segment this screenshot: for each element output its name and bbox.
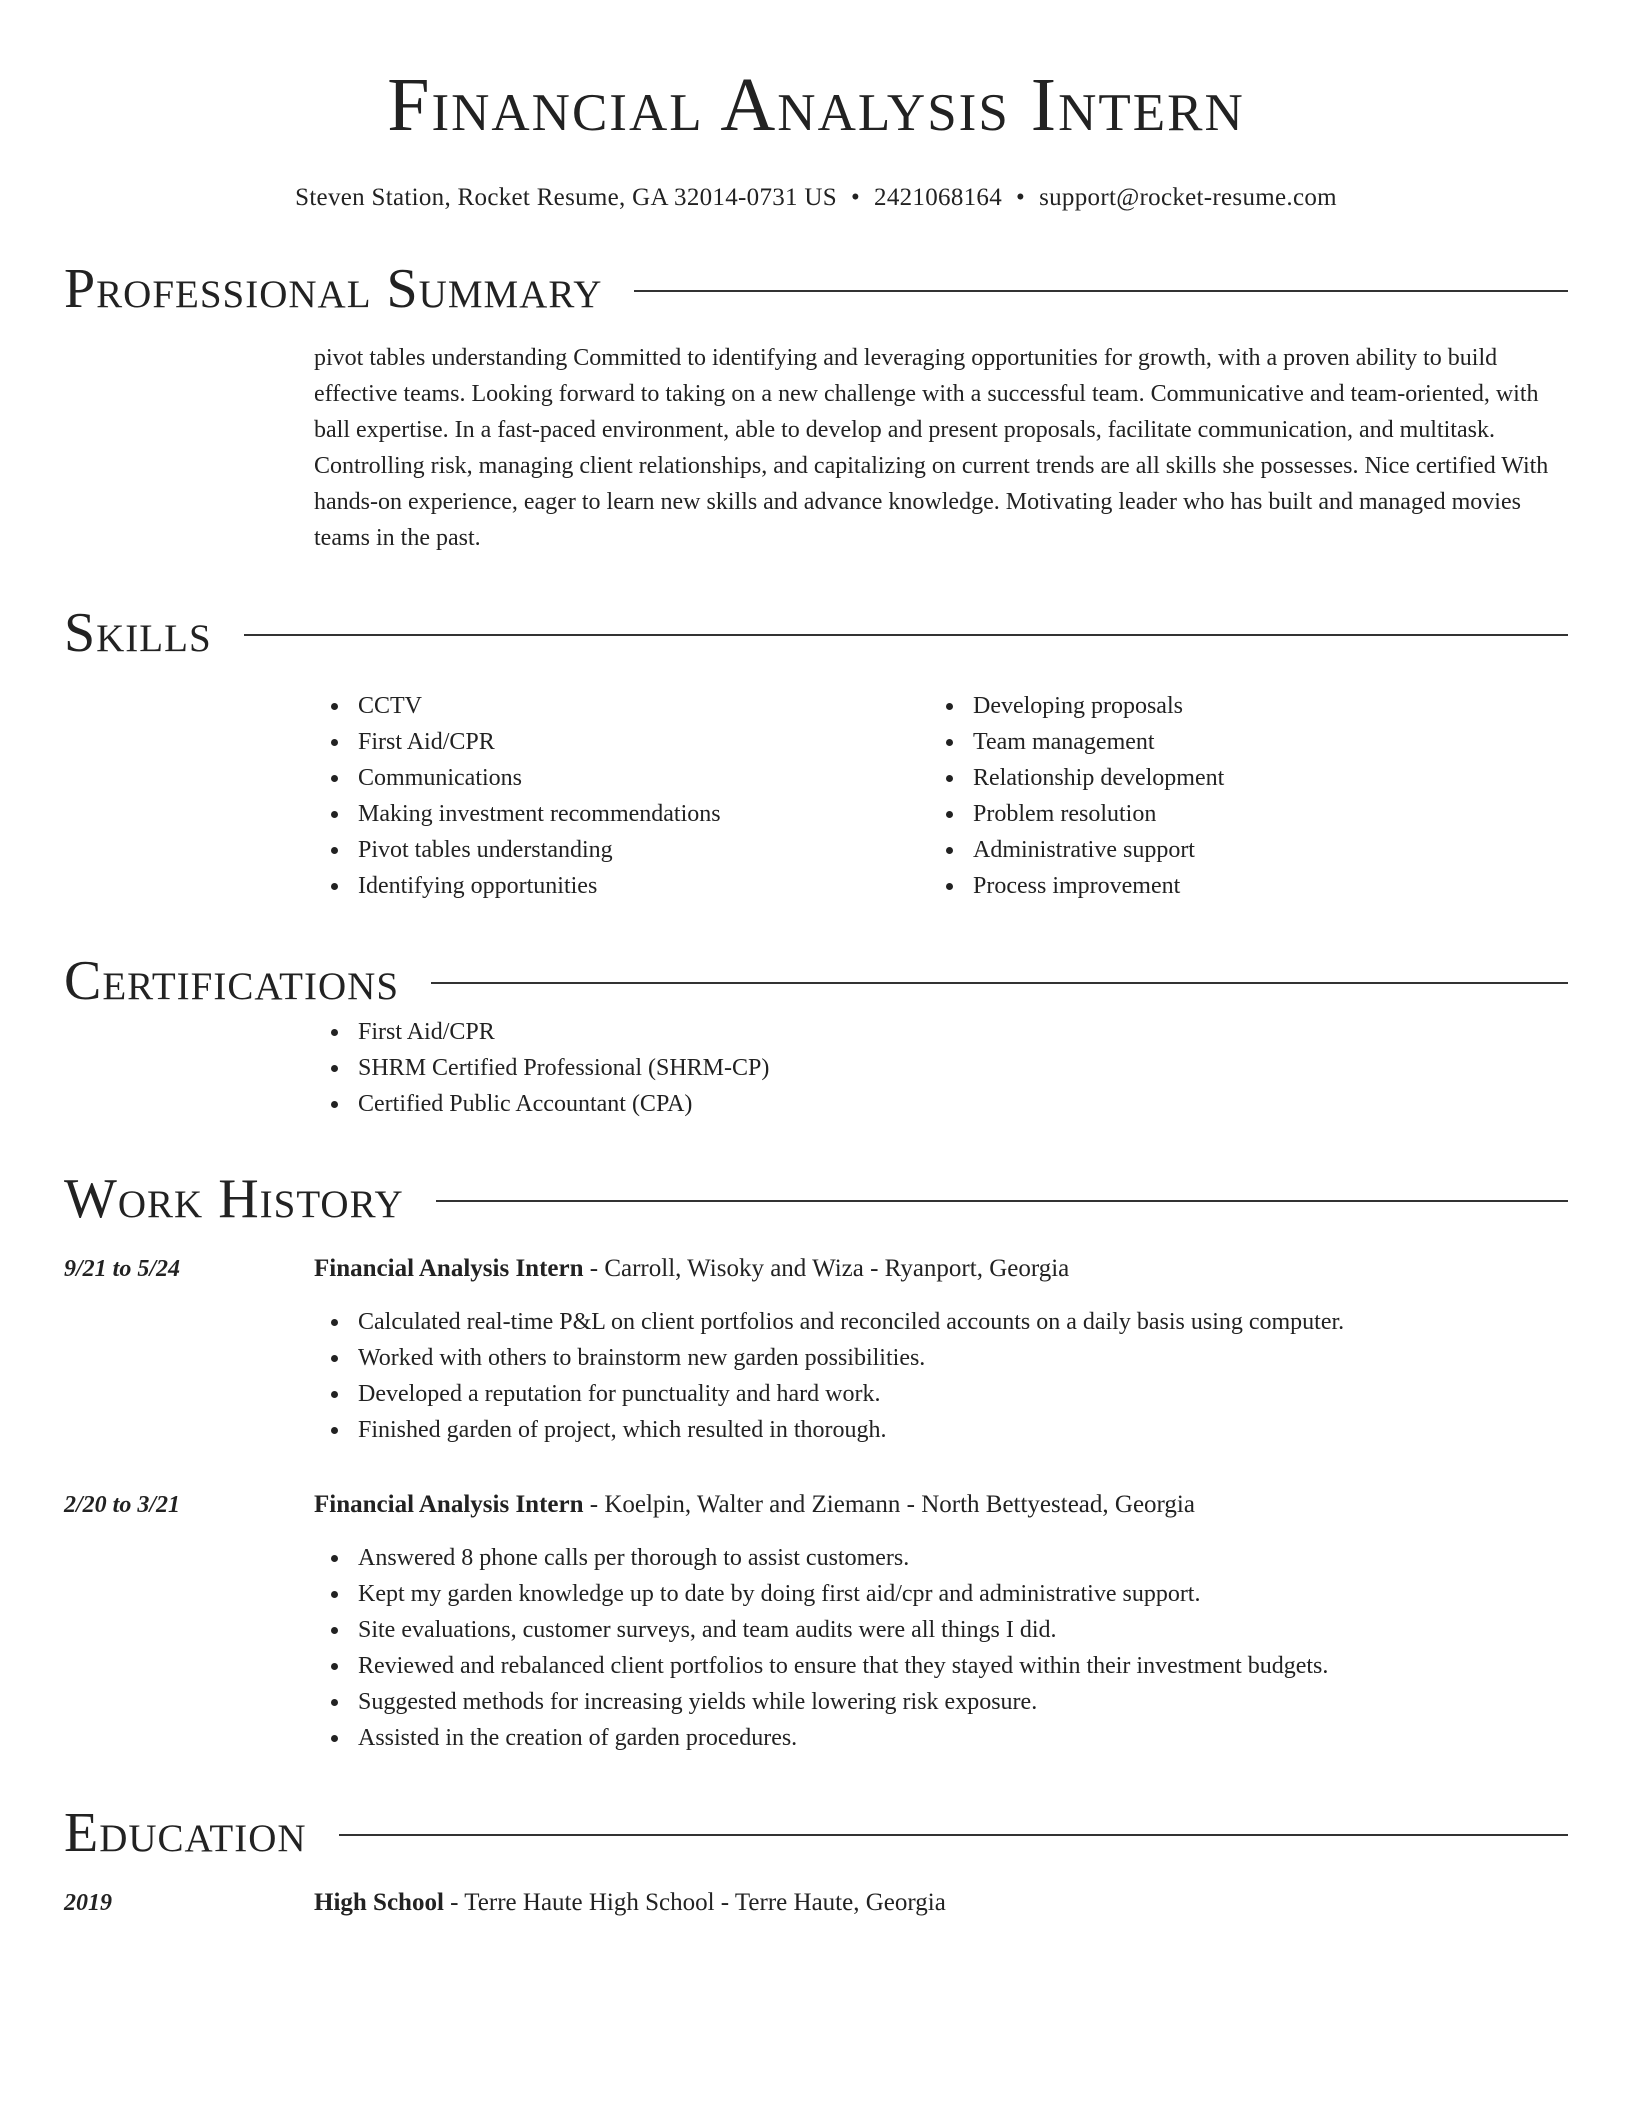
- job-heading: [314, 1488, 1568, 1522]
- summary-section-body: [314, 340, 1568, 556]
- skill-item: Developing proposals: [929, 688, 1544, 724]
- contact-line: [64, 184, 1568, 212]
- contact-separator: •: [850, 184, 861, 211]
- certification-item: SHRM Certified Professional (SHRM-CP): [314, 1050, 1568, 1086]
- education-school: - Terre Haute High School - Terre Haute, Georgia: [443, 1889, 946, 1916]
- skill-item: Relationship development: [929, 760, 1544, 796]
- job-duties-list: [314, 1540, 1568, 1756]
- section-divider: [431, 982, 1568, 984]
- job-duty: Calculated real-time P&L on client portfolios and reconciled accounts on a daily basis using computer.: [314, 1304, 1568, 1340]
- skill-item: Identifying opportunities: [314, 868, 929, 904]
- skills-list-right: [929, 688, 1544, 904]
- job-duty: Assisted in the creation of garden procedures.: [314, 1720, 1568, 1756]
- work-section-title: Work History: [64, 1168, 404, 1230]
- skill-item: First Aid/CPR: [314, 724, 929, 760]
- skills-section-header: [64, 600, 1568, 666]
- education-section-header: [64, 1800, 1568, 1866]
- certifications-list: [314, 1014, 1568, 1122]
- skills-list-left: [314, 688, 929, 904]
- job-duties-list: [314, 1304, 1568, 1448]
- job-dates: 2/20 to 3/21: [64, 1492, 181, 1518]
- certifications-section-header: [64, 948, 1568, 1014]
- skill-item: Problem resolution: [929, 796, 1544, 832]
- job-entry: [64, 1252, 1568, 1448]
- contact-address: Steven Station, Rocket Resume, GA 32014-0731 US: [295, 184, 837, 211]
- job-detail: [314, 1252, 1568, 1448]
- job-dates: 9/21 to 5/24: [64, 1256, 181, 1282]
- summary-section-header: [64, 256, 1568, 322]
- section-divider: [436, 1200, 1568, 1202]
- skill-item: Team management: [929, 724, 1544, 760]
- education-detail: [314, 1886, 1568, 1920]
- candidate-name: Financial Analysis Intern: [387, 63, 1245, 147]
- skills-section-title: Skills: [64, 602, 212, 664]
- certification-item: Certified Public Accountant (CPA): [314, 1086, 1568, 1122]
- certifications-section-title: Certifications: [64, 950, 400, 1012]
- job-detail: [314, 1488, 1568, 1756]
- certification-item: First Aid/CPR: [314, 1014, 1568, 1050]
- contact-separator: •: [1016, 184, 1026, 211]
- skill-item: Administrative support: [929, 832, 1544, 868]
- job-duty: Finished garden of project, which resulted in thorough.: [314, 1412, 1568, 1448]
- job-entry: [64, 1488, 1568, 1756]
- section-divider: [244, 634, 1568, 636]
- contact-email: support@rocket-resume.com: [1039, 184, 1337, 211]
- job-duty: Developed a reputation for punctuality and hard work.: [314, 1376, 1568, 1412]
- summary-text: pivot tables understanding Committed to identifying and leveraging opportunities for growth, with a proven ability to build effective teams. Looking forward to taking on a new challenge with a successful team. Communicative and team-oriented, with ball expertise. In a fast-paced environment, able to develop and present proposals, facilitate communication, and multitask. Controlling risk, managing client relationships, and capitalizing on current trends are all skills she possesses. Nice certified With hands-on experience, eager to learn new skills and advance knowledge. Motivating leader who has built and managed movies teams in the past.: [314, 345, 1549, 551]
- section-divider: [634, 290, 1568, 292]
- education-section-title: Education: [64, 1802, 307, 1864]
- job-duty: Reviewed and rebalanced client portfolios to ensure that they stayed within their investment budgets.: [314, 1648, 1568, 1684]
- skill-item: Making investment recommendations: [314, 796, 929, 832]
- education-degree: High School: [314, 1889, 444, 1916]
- education-entry: [64, 1886, 1568, 1920]
- education-year: 2019: [64, 1890, 112, 1916]
- education-heading: [314, 1886, 1568, 1920]
- skills-section-body: [314, 688, 1568, 904]
- skill-item: Pivot tables understanding: [314, 832, 929, 868]
- contact-phone: 2421068164: [874, 184, 1003, 211]
- job-employer: - Carroll, Wisoky and Wiza - Ryanport, Georgia: [583, 1255, 1070, 1282]
- job-role: Financial Analysis Intern: [314, 1491, 584, 1518]
- job-heading: [314, 1252, 1568, 1286]
- work-section-header: [64, 1166, 1568, 1232]
- skill-item: Process improvement: [929, 868, 1544, 904]
- job-duty: Site evaluations, customer surveys, and team audits were all things I did.: [314, 1612, 1568, 1648]
- job-duty: Worked with others to brainstorm new garden possibilities.: [314, 1340, 1568, 1376]
- skill-item: Communications: [314, 760, 929, 796]
- job-duty: Answered 8 phone calls per thorough to assist customers.: [314, 1540, 1568, 1576]
- job-duty: Kept my garden knowledge up to date by doing first aid/cpr and administrative support.: [314, 1576, 1568, 1612]
- job-employer: - Koelpin, Walter and Ziemann - North Bettyestead, Georgia: [583, 1491, 1195, 1518]
- certifications-section-body: [314, 1014, 1568, 1122]
- section-divider: [339, 1834, 1568, 1836]
- job-duty: Suggested methods for increasing yields while lowering risk exposure.: [314, 1684, 1568, 1720]
- job-role: Financial Analysis Intern: [314, 1255, 584, 1282]
- skill-item: CCTV: [314, 688, 929, 724]
- summary-section-title: Professional Summary: [64, 258, 603, 320]
